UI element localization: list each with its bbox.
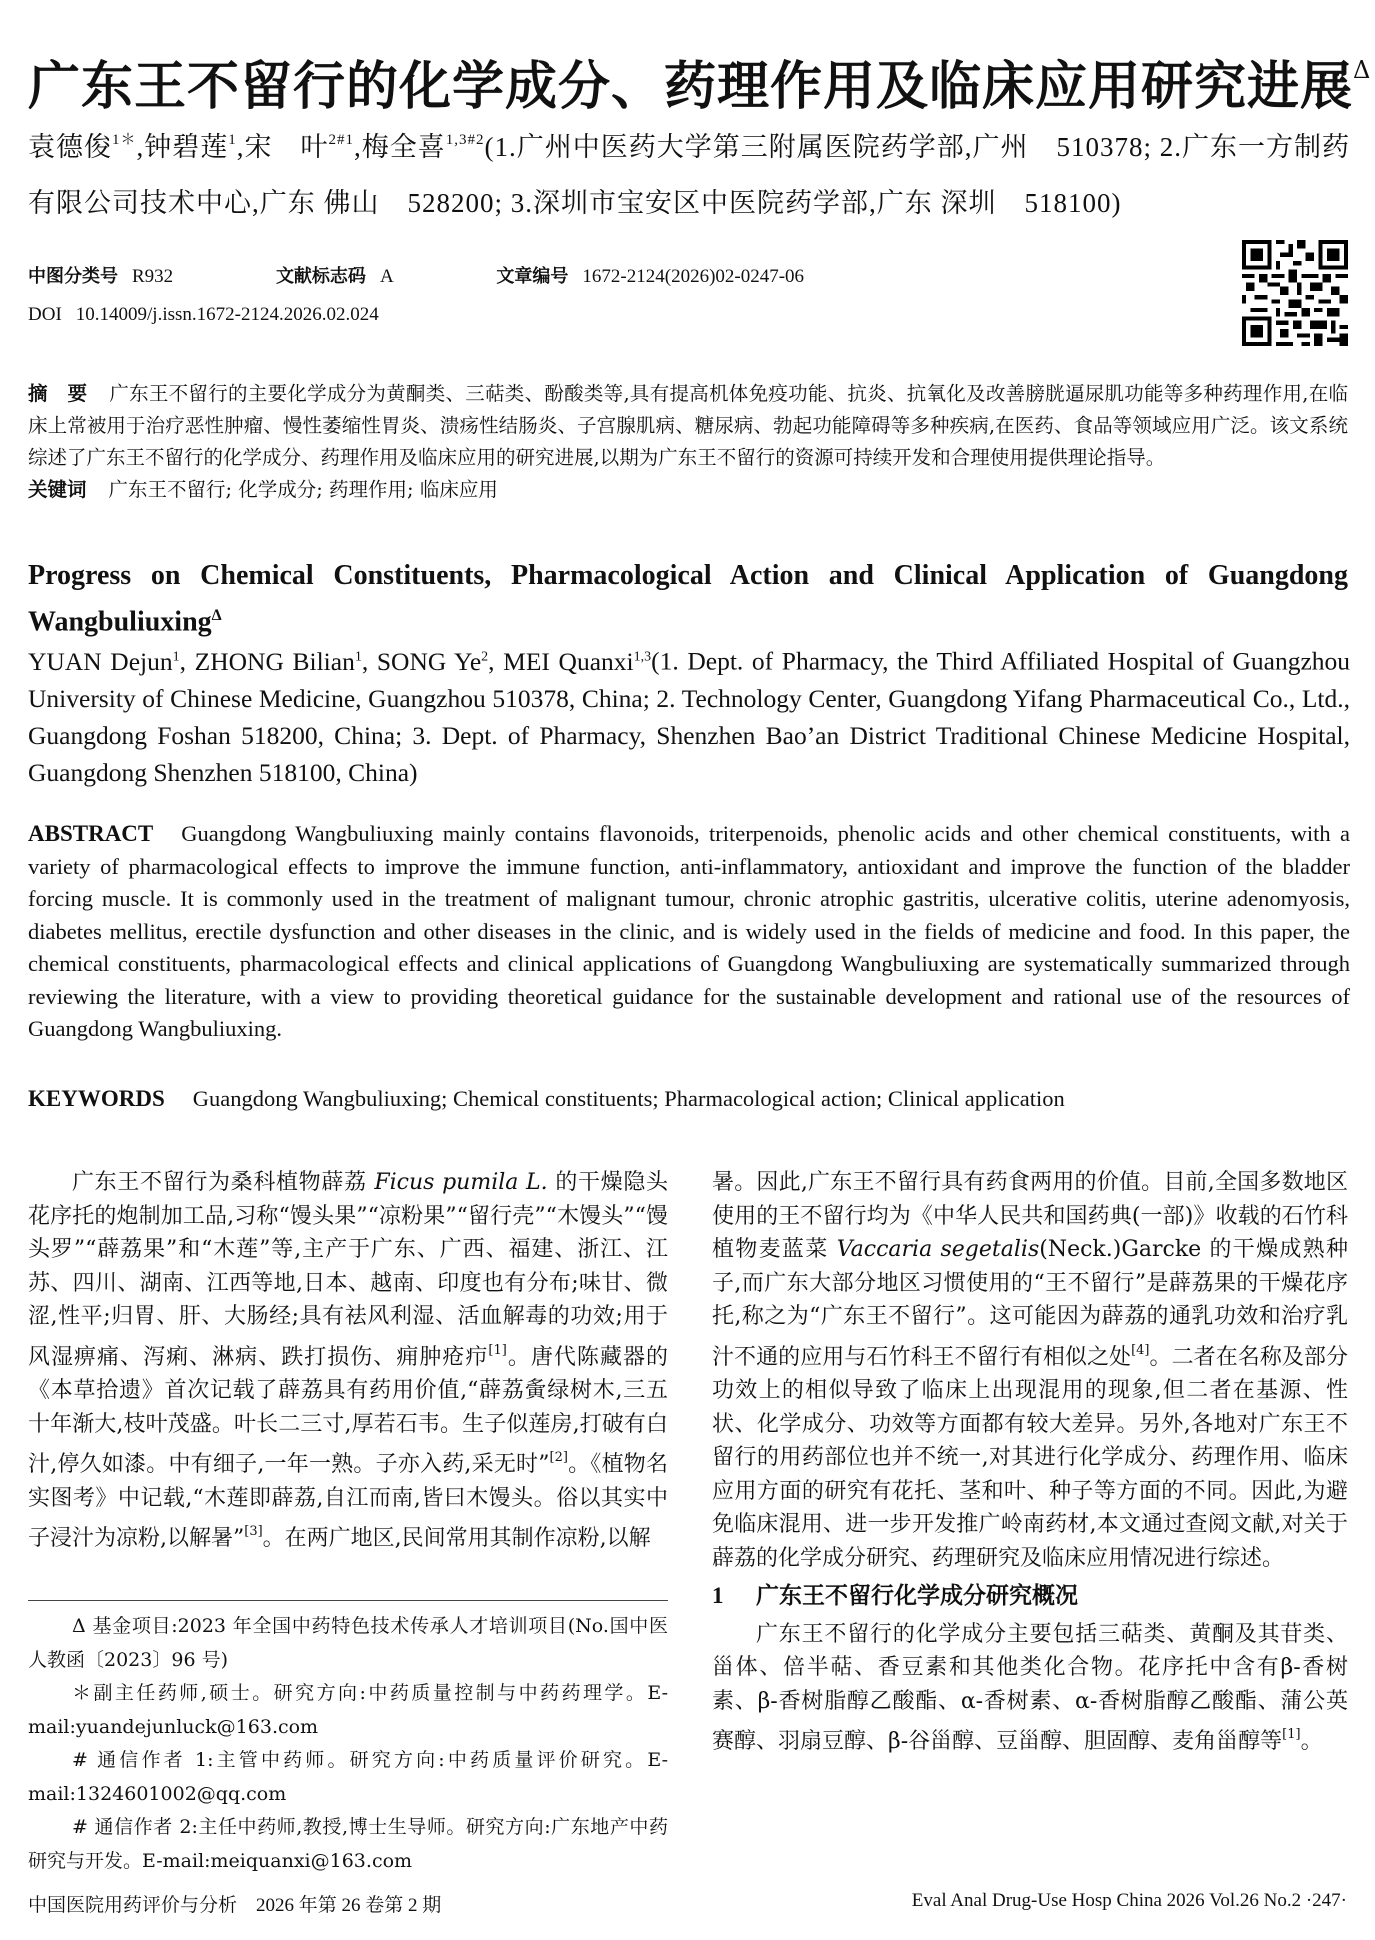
author: 袁德俊$^{1*}$ (28, 132, 137, 162)
abstract-en (28, 818, 1350, 1046)
doc-code-label: 文献标志码 (275, 266, 366, 287)
footnote-author: ＊副主任药师,硕士。研究方向:中药质量控制与中药药理学。E-mail:yuandejunluck@163.com (28, 1682, 668, 1738)
article-no-label: 文章编号 (496, 266, 569, 287)
footnote-divider (28, 1600, 668, 1601)
citation-ref[interactable]: [1] (1282, 1727, 1301, 1742)
section-heading (712, 1579, 1348, 1614)
clc-label: 中图分类号 (28, 266, 118, 287)
author: 钟碧莲$^1$ (144, 132, 237, 162)
paragraph: 广东王不留行的化学成分主要包括三萜类、黄酮及其苷类、甾体、倍半萜、香豆素和其他类化合物。花序托中含有β-香树素、β-香树脂醇乙酸酯、α-香树素、α-香树脂醇乙酸酯、蒲公英赛醇、羽扇豆醇、β-谷甾醇、豆甾醇、胆固醇、麦角甾醇等[1]。 (712, 1621, 1348, 1754)
fund-mark: Δ (1353, 56, 1372, 84)
body-column-right (712, 1166, 1348, 1759)
author: SONG Ye$^2$ (376, 646, 489, 676)
doi-label: DOI (28, 304, 62, 325)
species-name: Vaccaria segetalis (836, 1237, 1040, 1262)
author: 宋 叶$^{2\#1}$ (244, 132, 355, 162)
paragraph: 暑。因此,广东王不留行具有药食两用的价值。目前,全国多数地区使用的王不留行均为《中华人民共和国药典(一部)》收载的石竹科植物麦蓝菜 Vaccaria segetalis(Neck.)Garcke 的干燥成熟种子,而广东大部分地区习惯使用的“王不留行”是薜荔果的干燥花序托,称之为“广东王不留行”。这可能因为薜荔的通乳功效和治疗乳汁不通的应用与石竹科王不留行有相似之处[4]。二者在名称及部分功效上的相似导致了临床上出现混用的现象,但二者在基源、性状、化学成分、功效等方面都有较大差异。另外,各地对广东王不留行的用药部位也并不统一,对其进行化学成分、药理作用、临床应用方面的研究有花托、茎和叶、种子等方面的不同。因此,为避免临床混用、进一步开发推广岭南药材,本文通过查阅文献,对关于薜荔的化学成分研究、药理研究及临床应用情况进行综述。 (712, 1170, 1348, 1571)
abstract-en-text: Guangdong Wangbuliuxing mainly contains flavonoids, triterpenoids, phenolic acids and other chemical constituents, with a variety of pharmacological effects to improve the immune function, anti-inflammatory, antioxidant and improve the function of the bladder forcing muscle. It is commonly used in the treatment of malignant tumour, chronic atrophic gastritis, ulcerative colitis, uterine adenomyosis, diabetes mellitus, erectile dysfunction and other diseases in the clinic, and is widely used in the fields of medicine and food. In this paper, the chemical constituents, pharmacological effects and clinical applications of Guangdong Wangbuliuxing are systematically summarized through reviewing the literature, with a view to providing theoretical guidance for the sustainable development and rational use of the resources of Guangdong Wangbuliuxing. (28, 821, 1350, 1041)
body-column-left (28, 1166, 668, 1556)
citation-ref[interactable]: [1] (488, 1342, 507, 1358)
species-name: Ficus pumila L. (374, 1170, 548, 1195)
abstract-cn (28, 378, 1348, 506)
doi-value[interactable]: 10.14009/j.issn.1672-2124.2026.02.024 (75, 304, 379, 325)
title-en-text: Progress on Chemical Constituents, Pharmacological Action and Clinical Application of Guangdong Wangbuliuxing (28, 560, 1348, 638)
paragraph: 广东王不留行为桑科植物薜荔 Ficus pumila L. 的干燥隐头花序托的炮制加工品,习称“馒头果”“凉粉果”“留行壳”“木馒头”“馒头罗”“薜荔果”和“木莲”等,主产于广东、广西、福建、浙江、江苏、四川、湖南、江西等地,日本、越南、印度也有分布;味甘、微涩,性平;归胃、肝、大肠经;具有祛风利湿、活血解毒的功效;用于风湿痹痛、泻痢、淋病、跌打损伤、痈肿疮疖[1]。唐代陈藏器的《本草拾遗》首次记载了薜荔具有药用价值,“薜荔夤绿树木,三五十年渐大,枝叶茂盛。叶长二三寸,厚若石韦。生子似莲房,打破有白汁,停久如漆。中有细子,一年一熟。子亦入药,采无时”[2]。《植物名实图考》中记载,“木莲即薜荔,自江而南,皆曰木馒头。俗以其实中子浸汁为凉粉,以解暑”[3]。在两广地区,民间常用其制作凉粉,以解 (28, 1170, 668, 1551)
clc-value: R932 (132, 266, 174, 287)
article-meta (28, 258, 818, 334)
fund-mark: Δ (211, 607, 222, 624)
keywords-cn-label: 关键词 (28, 478, 87, 501)
affiliations-en: (1. Dept. of Pharmacy, the Third Affiliated Hospital of Guangzhou University of Chinese Medicine, Guangzhou 510378, China; 2. Technology Center, Guangdong Yifang Pharmaceutical Co., Ltd., Guangdong Foshan 518200, China; 3. Dept. of Pharmacy, Shenzhen Bao’an District Traditional Chinese Medicine Hospital, Guangdong Shenzhen 518100, China) (28, 646, 1351, 787)
keywords-en-text: Guangdong Wangbuliuxing; Chemical constituents; Pharmacological action; Clinical application (192, 1086, 1065, 1111)
author: YUAN Dejun$^1$ (28, 646, 180, 676)
journal-footer-cn: 中国医院用药评价与分析 2026 年第 26 卷第 2 期 (28, 1895, 442, 1916)
doc-code-value: A (379, 266, 394, 287)
citation-ref[interactable]: [3] (244, 1524, 263, 1539)
article-title-cn (28, 38, 1371, 119)
footnote-corresponding-2: # 通信作者 2:主任中药师,教授,博士生导师。研究方向:广东地产中药研究与开发。E-mail:meiquanxi@163.com (28, 1816, 668, 1872)
citation-ref[interactable]: [4] (1131, 1342, 1150, 1358)
keywords-cn-text: 广东王不留行; 化学成分; 药理作用; 临床应用 (108, 478, 498, 501)
affiliations-cn: (1.广州中医药大学第三附属医院药学部,广州 510378; 2.广东一方制药有限公司技术中心,广东 佛山 528200; 3.深圳市宝安区中医院药学部,广东 深圳 518100) (28, 132, 1351, 218)
author: MEI Quanxi$^{1,3}$ (503, 646, 652, 676)
abstract-en-label: ABSTRACT (28, 821, 154, 846)
abstract-cn-label: 摘 要 (28, 382, 88, 405)
keywords-en-label: KEYWORDS (28, 1086, 165, 1111)
citation-ref[interactable]: [2] (549, 1450, 568, 1465)
authors-en: YUAN Dejun$^1$, ZHONG Bilian$^1$, SONG Ye$^2$, MEI Quanxi$^{1,3}$(1. Dept. of Pharmacy, the Third Affiliated Hospital of Guangzhou University of Chinese Medicine, Guangzhou 510378, China; 2. Technology Center, Guangdong Yifang Pharmaceutical Co., Ltd., Guangdong Foshan 518200, China; 3. Dept. of Pharmacy, Shenzhen Bao’an District Traditional Chinese Medicine Hospital, Guangdong Shenzhen 518100, China) (28, 646, 1351, 787)
title-text: 广东王不留行的化学成分、药理作用及临床应用研究进展 (28, 56, 1354, 117)
article-no-value: 1672-2124(2026)02-0247-06 (582, 266, 805, 287)
section-title: 广东王不留行化学成分研究概况 (756, 1583, 1078, 1609)
footnote-fund: Δ 基金项目:2023 年全国中药特色技术传承人才培训项目(No.国中医人教函〔2023〕96 号) (28, 1615, 668, 1671)
author: ZHONG Bilian$^1$ (194, 646, 362, 676)
author: 梅全喜$^{1,3\#2}$ (361, 132, 485, 162)
journal-footer-en: Eval Anal Drug-Use Hosp China 2026 Vol.26 No.2 ·247· (911, 1890, 1347, 1911)
footnote-corresponding-1: # 通信作者 1:主管中药师。研究方向:中药质量评价研究。E-mail:1324601002@qq.com (28, 1749, 668, 1805)
qr-code-icon[interactable] (1242, 240, 1348, 346)
keywords-en (28, 1083, 1350, 1115)
article-title-en (28, 556, 1348, 642)
abstract-cn-text: 广东王不留行的主要化学成分为黄酮类、三萜类、酚酸类等,具有提高机体免疫功能、抗炎、抗氧化及改善膀胱逼尿肌功能等多种药理作用,在临床上常被用于治疗恶性肿瘤、慢性萎缩性胃炎、溃疡性结肠炎、子宫腺肌病、糖尿病、勃起功能障碍等多种疾病,在医药、食品等领域应用广泛。该文系统综述了广东王不留行的化学成分、药理作用及临床应用的研究进展,以期为广东王不留行的资源可持续开发和合理使用提供理论指导。 (28, 382, 1348, 469)
footnotes (28, 1610, 668, 1878)
section-number: 1 (712, 1583, 724, 1608)
authors-cn: 袁德俊$^{1*}$,钟碧莲$^1$,宋 叶$^{2\#1}$,梅全喜$^{1,3\#2}$(1.广州中医药大学第三附属医院药学部,广州 510378; 2.广东一方制药有限公司技术中心,广东 佛山 528200; 3.深圳市宝安区中医院药学部,广东 深圳 518100) (28, 132, 1351, 218)
